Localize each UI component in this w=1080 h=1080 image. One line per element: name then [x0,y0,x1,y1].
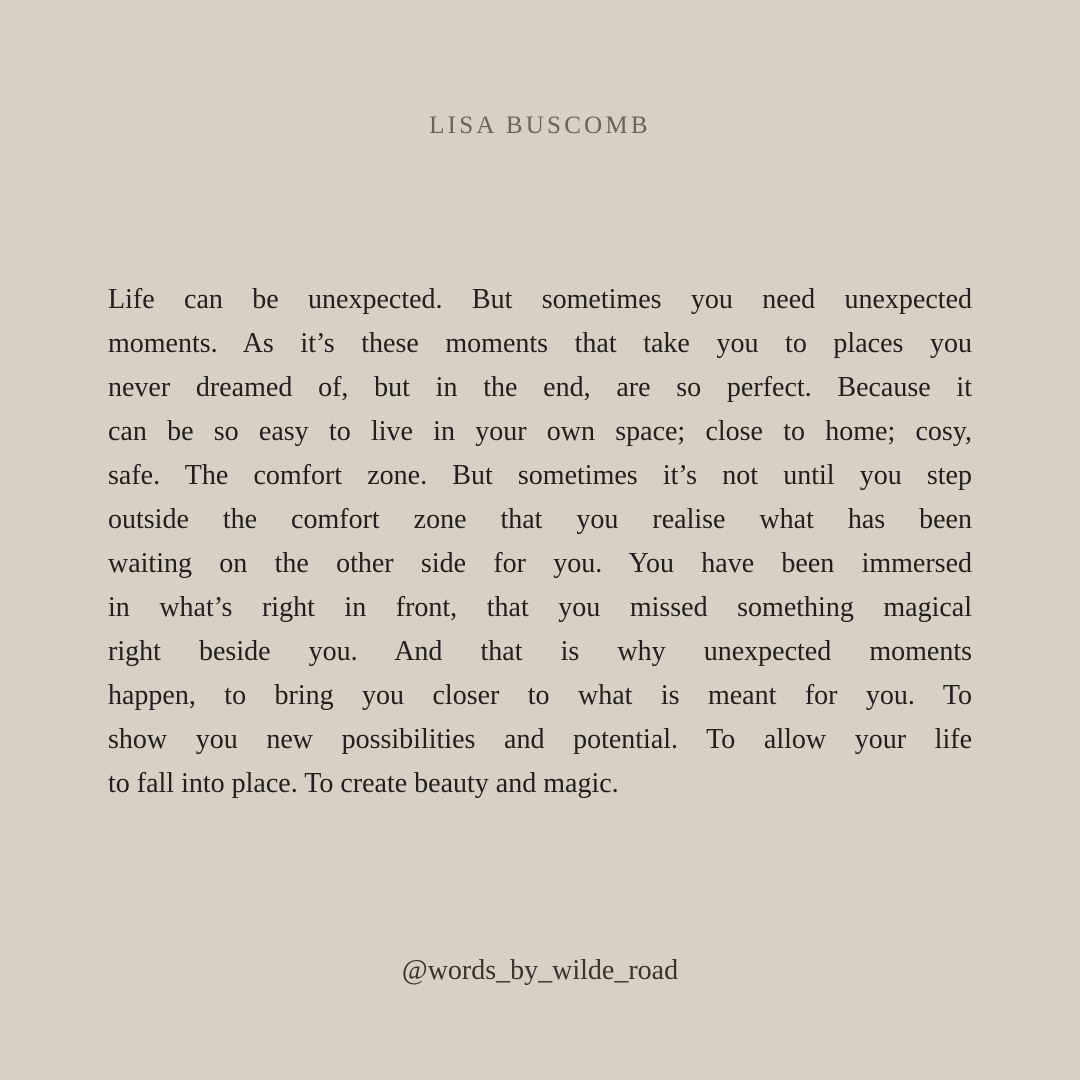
quote-line: show you new possibilities and potential. To allow your life [108,724,972,755]
quote-line: can be so easy to live in your own space; close to home; cosy, [108,416,972,447]
quote-line: waiting on the other side for you. You have been immersed [108,548,972,579]
quote-line: in what’s right in front, that you missed something magical [108,592,972,623]
quote-line: moments. As it’s these moments that take you to places you [108,328,972,359]
quote-line: happen, to bring you closer to what is meant for you. To [108,680,972,711]
quote-line: never dreamed of, but in the end, are so perfect. Because it [108,372,972,403]
quote-text [108,278,972,806]
quote-line: Life can be unexpected. But sometimes you need unexpected [108,284,972,315]
quote-line: outside the comfort zone that you realise what has been [108,504,972,535]
instagram-handle: @words_by_wilde_road [401,955,679,986]
author-name: LISA BUSCOMB [429,112,651,139]
quote-line: safe. The comfort zone. But sometimes it’s not until you step [108,460,972,491]
quote-line: to fall into place. To create beauty and magic. [108,768,619,799]
quote-line: right beside you. And that is why unexpected moments [108,636,972,667]
